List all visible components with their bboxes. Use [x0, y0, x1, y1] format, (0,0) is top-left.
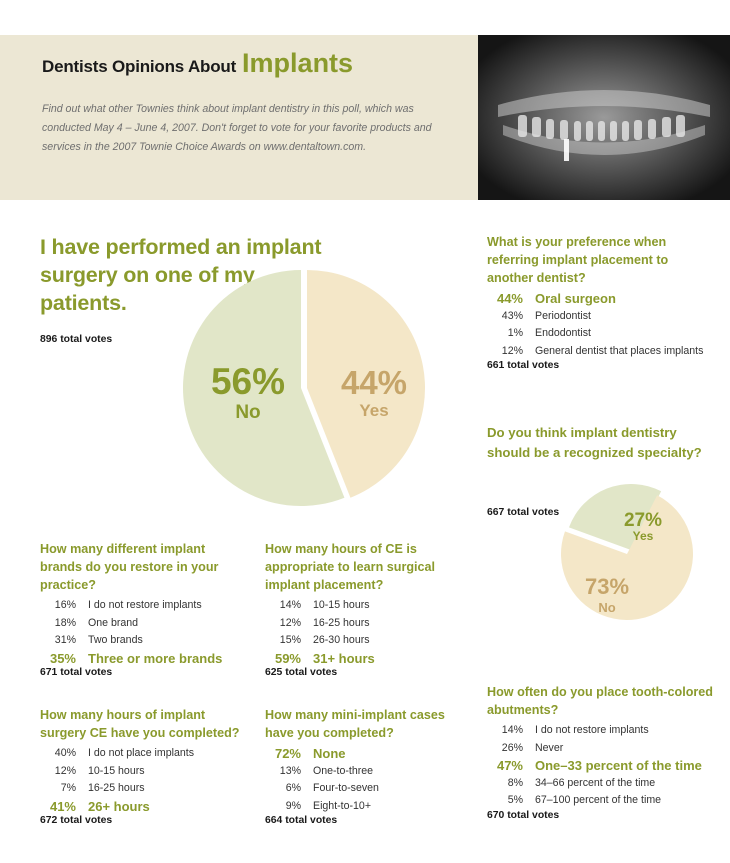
dental-xray-image: [478, 35, 730, 200]
pie-label-yes: Yes: [359, 401, 389, 420]
specialty-total: 667 total votes: [487, 507, 560, 518]
list-item: 18% One brand: [54, 616, 139, 629]
mini-implant-poll: [265, 706, 465, 826]
pie-label-no-pct: 73%: [584, 574, 630, 599]
page-title: [42, 48, 353, 79]
list-item: 41% 26+ hours: [49, 798, 150, 814]
list-item: 26% Never: [501, 741, 564, 754]
list-item: 35% Three or more brands: [49, 650, 223, 666]
main-poll-pie: [178, 262, 430, 514]
brands-question: How many different implant brands do you restore in your practice?: [40, 542, 219, 592]
list-item: 15% 26-30 hours: [279, 634, 370, 646]
list-item: 40% I do not place implants: [54, 747, 194, 759]
surgery-ce-question: How many hours of implant surgery CE have you completed?: [40, 708, 240, 740]
list-item: 31% Two brands: [54, 634, 143, 646]
list-item: 12% General dentist that places implants: [501, 344, 704, 357]
specialty-question: Do you think implant dentistry should be a recognized specialty?: [487, 425, 702, 460]
pie-label-yes-pct: 44%: [340, 364, 408, 401]
surgery-ce-total: 672 total votes: [40, 815, 113, 826]
title-main: Implants: [242, 48, 354, 78]
ce-hours-poll: [265, 540, 465, 678]
referral-total: 661 total votes: [487, 360, 560, 371]
list-item: 13% One-to-three: [279, 764, 374, 777]
specialty-poll: [487, 423, 717, 466]
list-item: 7% 16-25 hours: [60, 782, 145, 794]
list-item: 6% Four-to-seven: [285, 782, 379, 794]
ce-hours-total: 625 total votes: [265, 667, 338, 678]
list-item: 14% I do not restore implants: [501, 724, 649, 736]
list-item: 47% One–33 percent of the time: [496, 758, 702, 773]
title-prefix: Dentists Opinions About: [42, 57, 237, 76]
mini-implant-question: How many mini-implant cases have you completed?: [265, 708, 445, 740]
pie-label-no: No: [235, 402, 261, 423]
list-item: 8% 34–66 percent of the time: [507, 776, 656, 789]
list-item: 14% 10-15 hours: [279, 599, 370, 611]
ce-hours-question: How many hours of CE is appropriate to learn surgical implant placement?: [265, 542, 436, 592]
brands-total: 671 total votes: [40, 667, 113, 678]
list-item: 9% Eight-to-10+: [285, 799, 372, 812]
abutments-poll: [487, 683, 723, 821]
referral-poll: [487, 233, 717, 371]
referral-question: What is your preference when referring implant placement to another dentist?: [487, 235, 669, 285]
list-item: 5% 67–100 percent of the time: [507, 794, 662, 806]
list-item: 12% 16-25 hours: [279, 616, 370, 629]
main-poll-question: I have performed an implant surgery on one of my patients.: [40, 235, 322, 315]
list-item: 12% 10-15 hours: [54, 764, 145, 777]
list-item: 16% I do not restore implants: [54, 599, 202, 611]
abutments-total: 670 total votes: [487, 809, 560, 821]
specialty-pie: [557, 484, 697, 624]
list-item: 72% None: [274, 746, 346, 761]
surgery-ce-poll: [40, 706, 240, 826]
list-item: 1% Endodontist: [507, 327, 591, 339]
mini-implant-total: 664 total votes: [265, 815, 338, 826]
list-item: 43% Periodontist: [501, 309, 591, 322]
intro-text: Find out what other Townies think about implant dentistry in this poll, which was conducted May 4 – June 4, 2007. Don't forget to vote for your favorite products and services in the 2007 Townie Choice Awards on www.dentaltown.com.: [42, 103, 432, 153]
pie-label-no: No: [598, 600, 616, 615]
brands-poll: [40, 540, 240, 678]
main-poll-total: 896 total votes: [40, 334, 113, 345]
list-item: 44% Oral surgeon: [496, 291, 616, 306]
pie-label-yes: Yes: [632, 529, 654, 543]
pie-label-no-pct: 56%: [210, 361, 286, 402]
pie-label-yes-pct: 27%: [623, 510, 663, 531]
abutments-question: How often do you place tooth-colored abutments?: [487, 685, 713, 717]
list-item: 59% 31+ hours: [274, 650, 375, 666]
